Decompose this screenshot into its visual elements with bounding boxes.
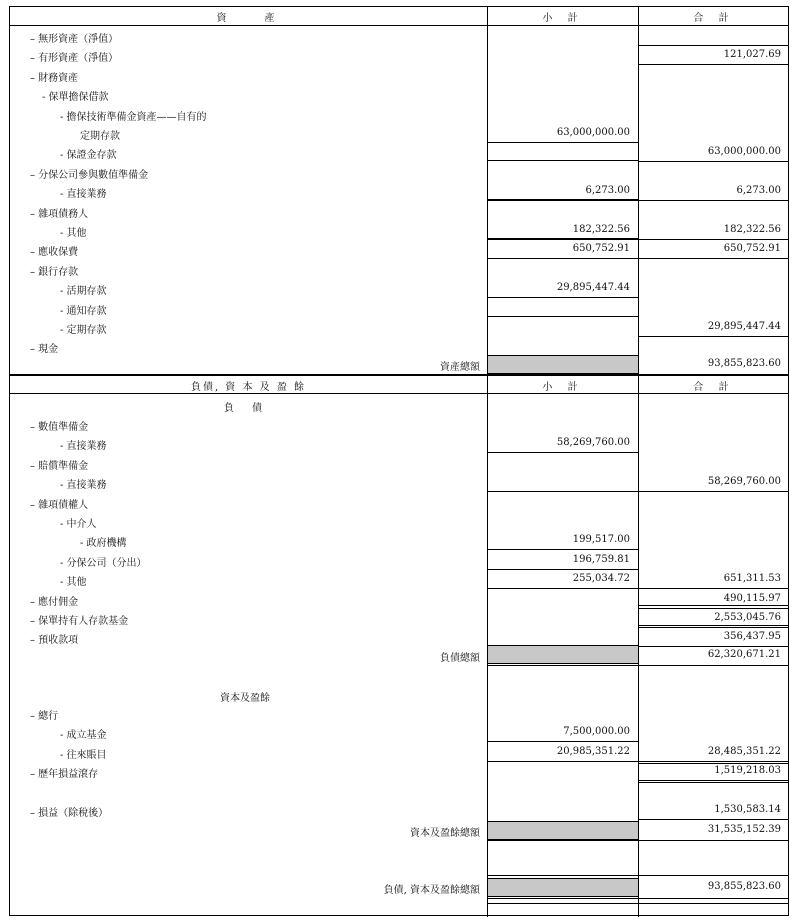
row-label: – 分保公司參與數值準備金 [30,169,149,181]
row-label: - 中介人 [60,519,97,530]
row-label: – 歷年損益滾存 [30,769,99,781]
row-subtotal: 6,273.00 [585,185,630,197]
table-row [10,570,788,589]
table-row [10,143,788,162]
row-total: 121,027.69 [723,49,781,61]
row-label: - 活期存款 [60,286,107,298]
assets-header-subtotal: 小 計 [542,13,584,24]
row-label: - 其他 [60,577,87,589]
row-label: – 雜項債權人 [30,499,89,511]
row-label: – 無形資產（淨值） [30,34,119,45]
assets-header-total: 合 計 [693,13,735,24]
table-row [10,628,788,647]
row-label: - 成立基金 [60,730,107,742]
table-row [10,415,788,434]
row-label: - 政府機構 [80,538,127,550]
assets-header-item: 資 產 [216,13,281,24]
row-subtotal: 29,895,447.44 [556,282,630,294]
balance-sheet [9,6,789,916]
row-subtotal: 196,759.81 [572,553,630,565]
table-row [10,704,788,723]
row-label: - 定期存款 [60,325,107,336]
liab-total-value: 62,320,671.21 [707,649,781,660]
table-row [10,182,788,201]
grand-total-label: 負債, 資本及盈餘總額 [383,885,480,896]
row-label: - 擔保技術準備金資產——自有的 [60,111,207,123]
row-label: – 總行 [30,711,59,722]
table-row [10,434,788,453]
row-total: 1,530,583.14 [714,803,781,815]
row-total: 182,322.56 [723,224,781,235]
table-row [10,551,788,570]
row-total: 1,519,218.03 [714,765,781,777]
assets-total-label: 資產總額 [440,362,480,373]
table-row [10,743,788,762]
table-row [10,723,788,742]
row-label: - 直接業務 [60,441,107,453]
row-label: – 雜項債務人 [30,208,89,220]
table-row [10,124,788,143]
row-total: 490,115.97 [723,592,781,604]
row-label: – 損益（除稅後） [30,807,109,819]
table-row [10,318,788,337]
row-subtotal: 7,500,000.00 [563,726,630,738]
grand-total-shade [487,878,639,897]
row-total: 650,752.91 [723,243,781,255]
section-liabilities: 負 債 [224,403,266,414]
row-label: - 直接業務 [60,480,107,492]
row-subtotal: 20,985,351.22 [556,745,630,757]
row-label: - 往來賬目 [60,749,107,761]
liab-total-label: 負債總額 [440,653,480,664]
row-total: 63,000,000.00 [707,146,781,158]
table-row [10,762,788,781]
table-row [10,163,788,182]
cap-total-label: 資本及盈餘總額 [410,828,480,839]
row-label: – 保單持有人存款基金 [30,616,129,627]
cap-total-value: 31,535,152.39 [707,824,781,835]
table-row [10,531,788,550]
table-row [10,260,788,279]
grand-total-value: 93,855,823.60 [707,881,781,892]
row-label: – 財務資產 [30,72,79,84]
table-row [10,105,788,124]
row-label: - 直接業務 [60,189,107,201]
liab-total-shade [487,645,639,664]
row-total: 6,273.00 [736,185,781,197]
row-subtotal: 182,322.56 [572,224,630,235]
row-label: - 其他 [60,228,87,239]
table-row [10,279,788,298]
row-label: - 保證金存款 [60,150,117,162]
row-label: – 數值準備金 [30,422,89,433]
table-row [10,337,788,356]
table-row [10,473,788,492]
row-subtotal: 650,752.91 [572,243,630,255]
table-row [10,85,788,104]
assets-total-value: 93,855,823.60 [707,358,781,369]
liab-header-total: 合 計 [693,382,735,393]
table-row [10,66,788,85]
cap-total-shade [487,821,639,840]
row-label: - 通知存款 [60,305,107,317]
row-subtotal: 58,269,760.00 [556,437,630,449]
table-row [10,221,788,240]
table-row [10,801,788,820]
row-subtotal: 255,034.72 [572,573,630,585]
row-total: 651,311.53 [723,573,781,585]
row-subtotal: 63,000,000.00 [556,127,630,138]
row-label: – 應付佣金 [30,596,79,608]
row-subtotal: 199,517.00 [572,534,630,546]
row-label: - 保單擔保借款 [42,92,109,104]
assets-total-shade [487,355,639,374]
row-label: – 賠償準備金 [30,460,89,472]
row-label: – 預收款項 [30,635,79,647]
row-label: – 現金 [30,344,59,356]
row-label: – 銀行存款 [30,266,79,278]
table-row [10,493,788,512]
table-row [10,27,788,46]
table-row [10,512,788,531]
row-total: 28,485,351.22 [707,745,781,757]
row-total: 29,895,447.44 [707,321,781,332]
section-capital: 資本及盈餘 [220,693,270,704]
row-total: 356,437.95 [723,631,781,643]
row-label: – 有形資產（淨值） [30,53,119,65]
row-label: - 分保公司（分出） [60,557,147,569]
table-row [10,454,788,473]
row-total: 58,269,760.00 [707,476,781,488]
table-row [10,299,788,318]
liab-header-subtotal: 小 計 [542,382,584,393]
liab-header-item: 負債, 資 本 及 盈 餘 [190,382,307,393]
row-label: – 應收保費 [30,247,79,259]
table-row [10,46,788,65]
table-row [10,202,788,221]
table-row [10,240,788,259]
row-label: 定期存款 [80,131,120,142]
row-total: 2,553,045.76 [714,612,781,623]
